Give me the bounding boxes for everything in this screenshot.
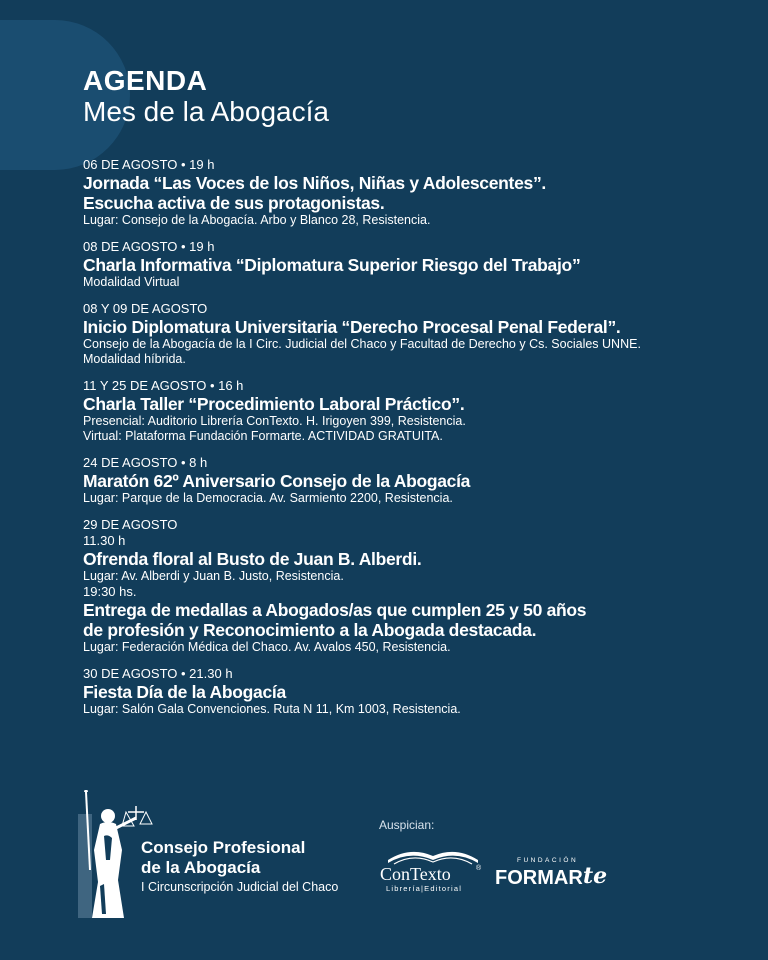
org-name-line2: de la Abogacía	[141, 858, 261, 877]
header	[83, 66, 329, 128]
event-time: 19:30 hs.	[83, 584, 137, 599]
formarte-name: FORMAR	[495, 867, 583, 889]
event-detail: Lugar: Parque de la Democracia. Av. Sarmiento 2200, Resistencia.	[83, 491, 453, 505]
contexto-logo	[378, 838, 488, 894]
sponsors-label: Auspician:	[379, 818, 435, 832]
event-headline: Jornada “Las Voces de los Niños, Niñas y Adolescentes”.	[83, 173, 546, 193]
org-name-line1: Consejo Profesional	[141, 838, 306, 857]
event-detail: Presencial: Auditorio Librería ConTexto. H. Irigoyen 399, Resistencia.	[83, 414, 466, 428]
event-item	[83, 378, 743, 444]
agenda-list	[83, 157, 743, 728]
event-detail: Modalidad Virtual	[83, 275, 180, 289]
page-title: AGENDA	[83, 65, 208, 96]
event-detail: Lugar: Consejo de la Abogacía. Arbo y Blanco 28, Resistencia.	[83, 213, 431, 227]
open-book-icon	[388, 852, 478, 863]
event-headline: Entrega de medallas a Abogados/as que cumplen 25 y 50 años	[83, 600, 587, 620]
event-item	[83, 455, 743, 506]
event-item	[83, 517, 743, 655]
event-detail: Modalidad híbrida.	[83, 352, 186, 366]
event-detail: Consejo de la Abogacía de la I Circ. Judicial del Chaco y Facultad de Derecho y Cs. Sociales UNNE.	[83, 337, 641, 351]
event-date: 24 DE AGOSTO • 8 h	[83, 455, 208, 470]
event-headline: Inicio Diplomatura Universitaria “Derecho Procesal Penal Federal”.	[83, 317, 621, 337]
event-headline: Escucha activa de sus protagonistas.	[83, 193, 385, 213]
contexto-name: ConTexto	[380, 864, 451, 884]
event-headline: Ofrenda floral al Busto de Juan B. Alberdi.	[83, 549, 422, 569]
event-date: 30 DE AGOSTO • 21.30 h	[83, 666, 233, 681]
formarte-script: te	[583, 863, 608, 889]
org-jurisdiction: I Circunscripción Judicial del Chaco	[141, 880, 339, 894]
event-detail: Lugar: Salón Gala Convenciones. Ruta N 11, Km 1003, Resistencia.	[83, 702, 461, 716]
contexto-registered: ®	[476, 865, 482, 872]
event-headline: Maratón 62º Aniversario Consejo de la Abogacía	[83, 471, 471, 491]
event-date: 06 DE AGOSTO • 19 h	[83, 157, 215, 172]
event-headline: de profesión y Reconocimiento a la Abogada destacada.	[83, 620, 537, 640]
event-item	[83, 666, 743, 717]
event-item	[83, 239, 743, 290]
org-name	[141, 838, 338, 896]
event-date: 08 Y 09 DE AGOSTO	[83, 301, 208, 316]
event-date: 29 DE AGOSTO	[83, 517, 178, 532]
event-item	[83, 157, 743, 228]
page-subtitle: Mes de la Abogacía	[83, 96, 329, 127]
event-detail: Virtual: Plataforma Fundación Formarte. ACTIVIDAD GRATUITA.	[83, 429, 443, 443]
event-item	[83, 301, 743, 367]
event-headline: Fiesta Día de la Abogacía	[83, 682, 286, 702]
event-detail: Lugar: Av. Alberdi y Juan B. Justo, Resistencia.	[83, 569, 344, 583]
event-detail: Lugar: Federación Médica del Chaco. Av. Avalos 450, Resistencia.	[83, 640, 451, 654]
event-time: 11.30 h	[83, 533, 126, 548]
formarte-logo	[493, 853, 623, 889]
event-date: 11 Y 25 DE AGOSTO • 16 h	[83, 378, 244, 393]
event-headline: Charla Informativa “Diplomatura Superior Riesgo del Trabajo”	[83, 255, 581, 275]
event-date: 08 DE AGOSTO • 19 h	[83, 239, 215, 254]
contexto-tagline: Librería|Editorial	[386, 884, 463, 893]
formarte-label: FUNDACIÓN	[517, 857, 579, 864]
event-headline: Charla Taller “Procedimiento Laboral Práctico”.	[83, 394, 465, 414]
